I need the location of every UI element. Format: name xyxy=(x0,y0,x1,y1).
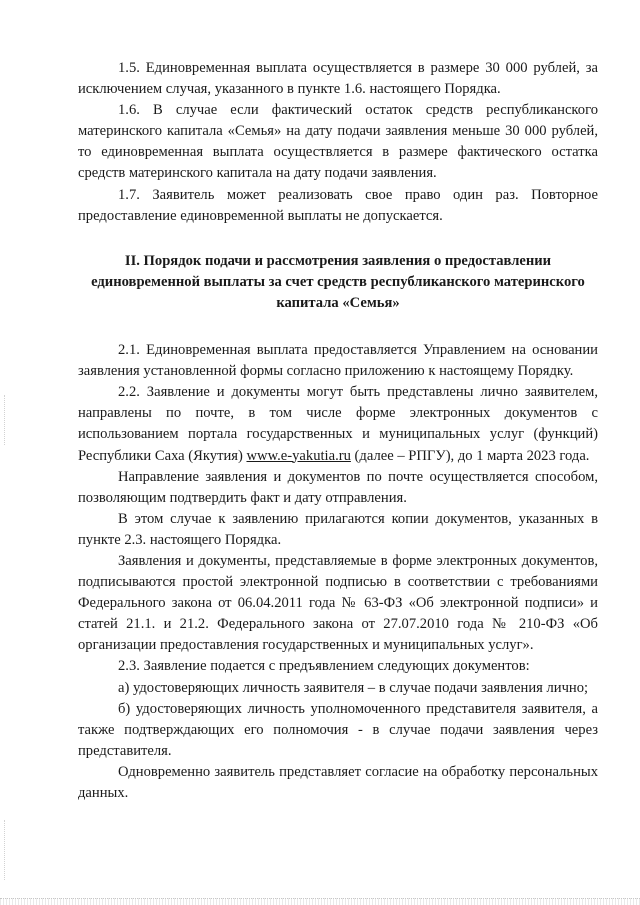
scan-margin-mark xyxy=(4,395,7,445)
paragraph-1-6: 1.6. В случае если фактический остаток средств республиканского материнского капитала «Семья» на дату подачи заявления меньше 30 000 рублей, то единовременная выплата осуществляется в размере фактического остатка средств материнского капитала на дату подачи заявления. xyxy=(78,102,598,182)
paragraph-2-1: 2.1. Единовременная выплата предоставляется Управлением на основании заявления установленной формы согласно приложению к настоящему Порядку. xyxy=(78,342,598,380)
rpgu-link[interactable]: www.e-yakutia.ru xyxy=(246,447,351,464)
scan-bottom-edge xyxy=(0,898,640,905)
paragraph-2-3-a: а) удостоверяющих личность заявителя – в случае подачи заявления лично; xyxy=(118,679,589,696)
paragraph-electronic-signature: Заявления и документы, представляемые в форме электронных документов, подписываются простой электронной подписью в соответствии с требованиями Федерального закона от 06.04.2011 года № 63-ФЗ «Об электронной подписи» и статей 21.1. и 21.2. Федерального закона от 27.07.2010 года № 210-ФЗ «Об организации предоставления государственных и муниципальных услуг». xyxy=(78,552,598,654)
paragraph-2-2-text: 2.2. Заявление и документы могут быть представлены лично заявителем, направлены по почте, в том числе форме электронных документов с использованием портала государственных и муниципальных услуг (функций) Республики Саха (Якутия) xyxy=(78,384,598,464)
paragraph-1-5: 1.5. Единовременная выплата осуществляется в размере 30 000 рублей, за исключением случая, указанного в пункте 1.6. настоящего Порядка. xyxy=(78,60,598,98)
paragraph-2-2-tail: (далее – РПГУ), до 1 марта 2023 года. xyxy=(350,447,590,464)
document-page xyxy=(78,58,598,804)
paragraph-2-3: 2.3. Заявление подается с предъявлением следующих документов: xyxy=(118,658,530,675)
scan-margin-mark xyxy=(4,820,7,880)
paragraph-copies: В этом случае к заявлению прилагаются копии документов, указанных в пункте 2.3. настоящего Порядка. xyxy=(78,510,598,548)
section-heading: II. Порядок подачи и рассмотрения заявления о предоставлении единовременной выплаты за счет средств республиканского материнского капитала «Семья» xyxy=(91,252,585,311)
paragraph-2-2 xyxy=(78,382,598,466)
paragraph-consent: Одновременно заявитель представляет согласие на обработку персональных данных. xyxy=(78,763,598,801)
paragraph-mail: Направление заявления и документов по почте осуществляется способом, позволяющим подтвердить факт и дату отправления. xyxy=(78,468,598,506)
paragraph-1-7: 1.7. Заявитель может реализовать свое право один раз. Повторное предоставление единовременной выплаты не допускается. xyxy=(78,186,598,224)
paragraph-2-3-b: б) удостоверяющих личность уполномоченного представителя заявителя, а также подтверждающих его полномочия - в случае подачи заявления через представителя. xyxy=(78,700,598,759)
